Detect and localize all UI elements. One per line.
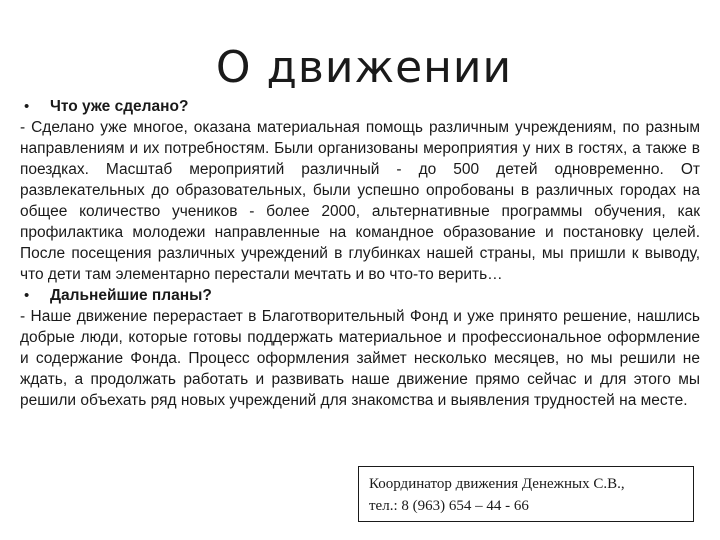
content-body (20, 96, 700, 411)
section-heading-text: Дальнейшие планы? (50, 287, 212, 304)
contact-coordinator: Координатор движения Денежных С.В., (369, 476, 625, 492)
section-heading-plans (20, 285, 700, 306)
section-heading-text: Что уже сделано? (50, 98, 189, 115)
contact-phone: тел.: 8 (963) 654 – 44 - 66 (369, 498, 529, 514)
section-heading-done (20, 96, 700, 117)
bullet-icon: • (24, 287, 30, 304)
page-title: О движении (215, 42, 513, 93)
section-paragraph-done: - Сделано уже многое, оказана материальная помощь различным учреждениям, по разным направлениям и их потребностям. Были организованы мероприятия у них в гостях, а также в поездках. Масштаб мероприятий различный - до 500 детей одновременно. От развлекательных до образовательных, были успешно опробованы в различных городах на общее количество учеников - более 2000, альтернативные программы обучения, как профилактика молодежи направленные на командное образование и постановку целей. После посещения различных учреждений в глубинках нашей страны, мы пришли к выводу, что дети там элементарно перестали мечтать и во что-то верить… (20, 119, 700, 283)
contact-box (358, 466, 694, 522)
section-paragraph-plans: - Наше движение перерастает в Благотворительный Фонд и уже принято решение, нашлись добрые люди, которые готовы поддержать материальное и профессиональное оформление и содержание Фонда. Процесс оформления займет несколько месяцев, но мы решили не ждать, а продолжать работать и развивать наше движение прямо сейчас и для этого мы решили объехать ряд новых учреждений для знакомства и выявления трудностей на месте. (20, 308, 700, 409)
bullet-icon: • (24, 98, 30, 115)
